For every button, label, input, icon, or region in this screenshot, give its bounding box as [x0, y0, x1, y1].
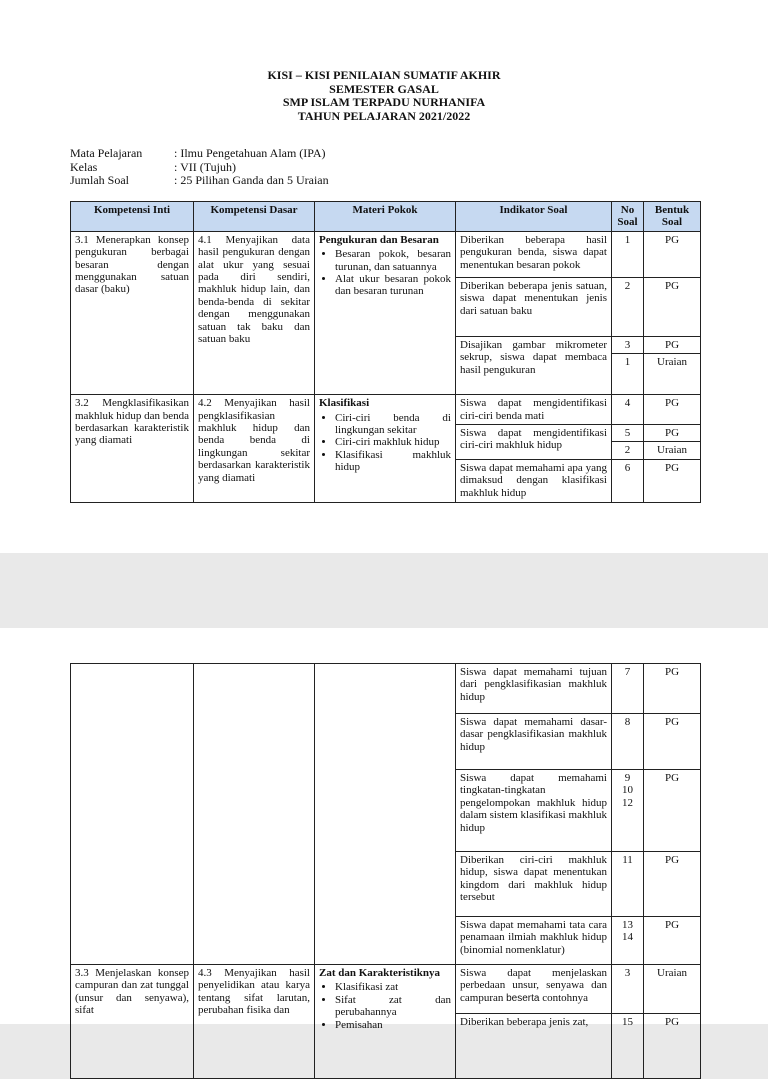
- col-header-no: No Soal: [612, 202, 644, 232]
- indikator-cell: Diberikan ciri-ciri makhluk hidup, siswa dapat menentukan kingdom dari makhluk hidup tersebut: [456, 852, 612, 917]
- bentuk-cell: PG: [644, 336, 701, 353]
- materi-list: [319, 248, 451, 298]
- indikator-cell: Siswa dapat memahami tingkatan-tingkatan pengelompokan makhluk hidup dalam sistem klasifikasi makhluk hidup: [456, 770, 612, 852]
- kisi-table-continued: [70, 663, 701, 1079]
- list-item: • Ciri-ciri makhluk hidup: [335, 436, 451, 448]
- materi-title: Pengukuran dan Besaran: [319, 233, 439, 246]
- ki-cell: 3.1 Menerapkan konsep pengukuran berbagai besaran dengan menggunakan satuan dasar (baku): [71, 231, 194, 394]
- bentuk-cell: Uraian: [644, 354, 701, 395]
- ki-cell: 3.2 Mengklasifikasikan makhluk hidup dan benda berdasarkan karakteristik yang diamati: [71, 395, 194, 503]
- bentuk-cell: PG: [644, 917, 701, 965]
- no-value: 14: [622, 931, 633, 944]
- list-item: • Alat ukur besaran pokok dan besaran turunan: [335, 273, 451, 298]
- list-item: • Klasifikasi makhluk hidup: [335, 449, 451, 474]
- list-item: • Sifat zat dan perubahannya: [335, 994, 451, 1019]
- no-cell: 2: [612, 442, 644, 459]
- col-header-kd: Kompetensi Dasar: [194, 202, 315, 232]
- no-value: 9: [624, 772, 631, 784]
- header-school: SMP ISLAM TERPADU NURHANIFA: [282, 95, 486, 109]
- bentuk-cell: PG: [644, 459, 701, 502]
- materi-cell: [315, 395, 456, 503]
- indikator-cell: Disajikan gambar mikrometer sekrup, siswa dapat membaca hasil pengukuran: [456, 336, 612, 394]
- kd-cell: 4.2 Menyajikan hasil pengklasifikasian makhluk hidup dan benda benda di lingkungan sekitar berdasarkan karakteristik yang diamati: [194, 395, 315, 503]
- meta-label: Kelas: [70, 159, 98, 174]
- meta-value: : Ilmu Pengetahuan Alam (IPA): [174, 146, 326, 160]
- meta-row-subject: [70, 147, 329, 161]
- no-cell: 4: [612, 395, 644, 425]
- meta-label: Mata Pelajaran: [70, 146, 143, 160]
- no-cell: 6: [612, 459, 644, 502]
- indikator-cell: Diberikan beberapa jenis zat,: [456, 1014, 612, 1079]
- table-row: [71, 395, 701, 425]
- no-value: 10: [622, 784, 633, 797]
- no-cell: 8: [612, 714, 644, 770]
- no-cell: 15: [612, 1014, 644, 1079]
- bentuk-cell: PG: [644, 664, 701, 714]
- indikator-cell: Siswa dapat memahami tata cara penamaan ilmiah makhluk hidup (binomial nomenklatur): [456, 917, 612, 965]
- header-title: KISI – KISI PENILAIAN SUMATIF AKHIR: [267, 68, 501, 82]
- meta-value: : 25 Pilihan Ganda dan 5 Uraian: [174, 173, 329, 187]
- no-cell: 3: [612, 336, 644, 353]
- no-cell: 11: [612, 852, 644, 917]
- col-header-materi: Materi Pokok: [315, 202, 456, 232]
- materi-list: [319, 412, 451, 474]
- materi-title: Zat dan Karakteristiknya: [319, 967, 441, 979]
- list-item: • Klasifikasi zat: [335, 981, 451, 993]
- no-cell: [612, 770, 644, 852]
- materi-title: Klasifikasi: [319, 397, 370, 410]
- no-cell: 7: [612, 664, 644, 714]
- indikator-cell: Diberikan beberapa jenis satuan, siswa dapat menentukan jenis dari satuan baku: [456, 277, 612, 336]
- no-cell: 1: [612, 231, 644, 277]
- no-cell: 1: [612, 354, 644, 395]
- indikator-cell: Diberikan beberapa hasil pengukuran benda, siswa dapat menentukan besaran pokok: [456, 231, 612, 277]
- header-year: TAHUN PELAJARAN 2021/2022: [297, 108, 471, 123]
- meta-label: Jumlah Soal: [70, 173, 129, 187]
- table-row: [71, 231, 701, 277]
- indikator-cell: Siswa dapat memahami apa yang dimaksud dengan klasifikasi makhluk hidup: [456, 459, 612, 502]
- indikator-cell: Siswa dapat memahami dasar-dasar pengklasifikasian makhluk hidup: [456, 714, 612, 770]
- indikator-text-sans: beserta: [506, 992, 540, 1004]
- no-value: 12: [622, 796, 633, 809]
- materi-cell: [315, 965, 456, 1079]
- list-item: • Besaran pokok, besaran turunan, dan satuannya: [335, 248, 451, 273]
- document-meta: [70, 147, 329, 188]
- indikator-cell: Siswa dapat mengidentifikasi ciri-ciri makhluk hidup: [456, 425, 612, 460]
- bentuk-cell: PG: [644, 1014, 701, 1079]
- kd-cell: 4.3 Menyajikan hasil penyelidikan atau karya tentang sifat larutan, perubahan fisika dan: [194, 965, 315, 1079]
- kd-cell: [194, 664, 315, 965]
- bentuk-cell: PG: [644, 852, 701, 917]
- list-item: • Ciri-ciri benda di lingkungan sekitar: [335, 412, 451, 437]
- table-row: [71, 965, 701, 1014]
- col-header-ki: Kompetensi Inti: [71, 202, 194, 232]
- col-header-indikator: Indikator Soal: [456, 202, 612, 232]
- meta-row-class: [70, 161, 329, 175]
- table-row: [71, 664, 701, 714]
- no-cell: 3: [612, 965, 644, 1014]
- table-header-row: [71, 202, 701, 232]
- ki-cell: 3.3 Menjelaskan konsep campuran dan zat tunggal (unsur dan senyawa), sifat: [71, 965, 194, 1079]
- materi-cell: [315, 664, 456, 965]
- bentuk-cell: PG: [644, 770, 701, 852]
- document-header: [0, 69, 768, 123]
- document-page-2: [0, 628, 768, 1031]
- meta-row-count: [70, 174, 329, 188]
- list-item: • Pemisahan: [335, 1019, 451, 1031]
- materi-cell: [315, 231, 456, 394]
- bentuk-cell: PG: [644, 395, 701, 425]
- bentuk-cell: PG: [644, 425, 701, 442]
- kd-cell: 4.1 Menyajikan data hasil pengukuran dengan alat ukur yang sesuai pada diri sendiri, makhluk hidup lain, dan benda-benda di sekitar dengan menggunakan satuan tak baku dan satuan baku: [194, 231, 315, 394]
- meta-value: : VII (Tujuh): [174, 159, 237, 174]
- col-header-bentuk: Bentuk Soal: [644, 202, 701, 232]
- no-cell: [612, 917, 644, 965]
- indikator-cell: [456, 965, 612, 1014]
- no-cell: 5: [612, 425, 644, 442]
- indikator-text: contohnya: [542, 991, 589, 1004]
- indikator-cell: Siswa dapat memahami tujuan dari pengklasifikasian makhluk hidup: [456, 664, 612, 714]
- bentuk-cell: PG: [644, 277, 701, 336]
- bentuk-cell: Uraian: [644, 965, 701, 1014]
- kisi-table: [70, 201, 701, 503]
- no-cell: 2: [612, 277, 644, 336]
- indikator-text: Siswa dapat menjelaskan perbedaan unsur, senyawa dan campuran: [460, 967, 607, 1004]
- bentuk-cell: Uraian: [644, 442, 701, 459]
- header-semester: SEMESTER GASAL: [329, 81, 439, 96]
- no-value: 13: [622, 919, 633, 931]
- ki-cell: [71, 664, 194, 965]
- bentuk-cell: PG: [644, 231, 701, 277]
- bentuk-cell: PG: [644, 714, 701, 770]
- indikator-cell: Siswa dapat mengidentifikasi ciri-ciri benda mati: [456, 395, 612, 425]
